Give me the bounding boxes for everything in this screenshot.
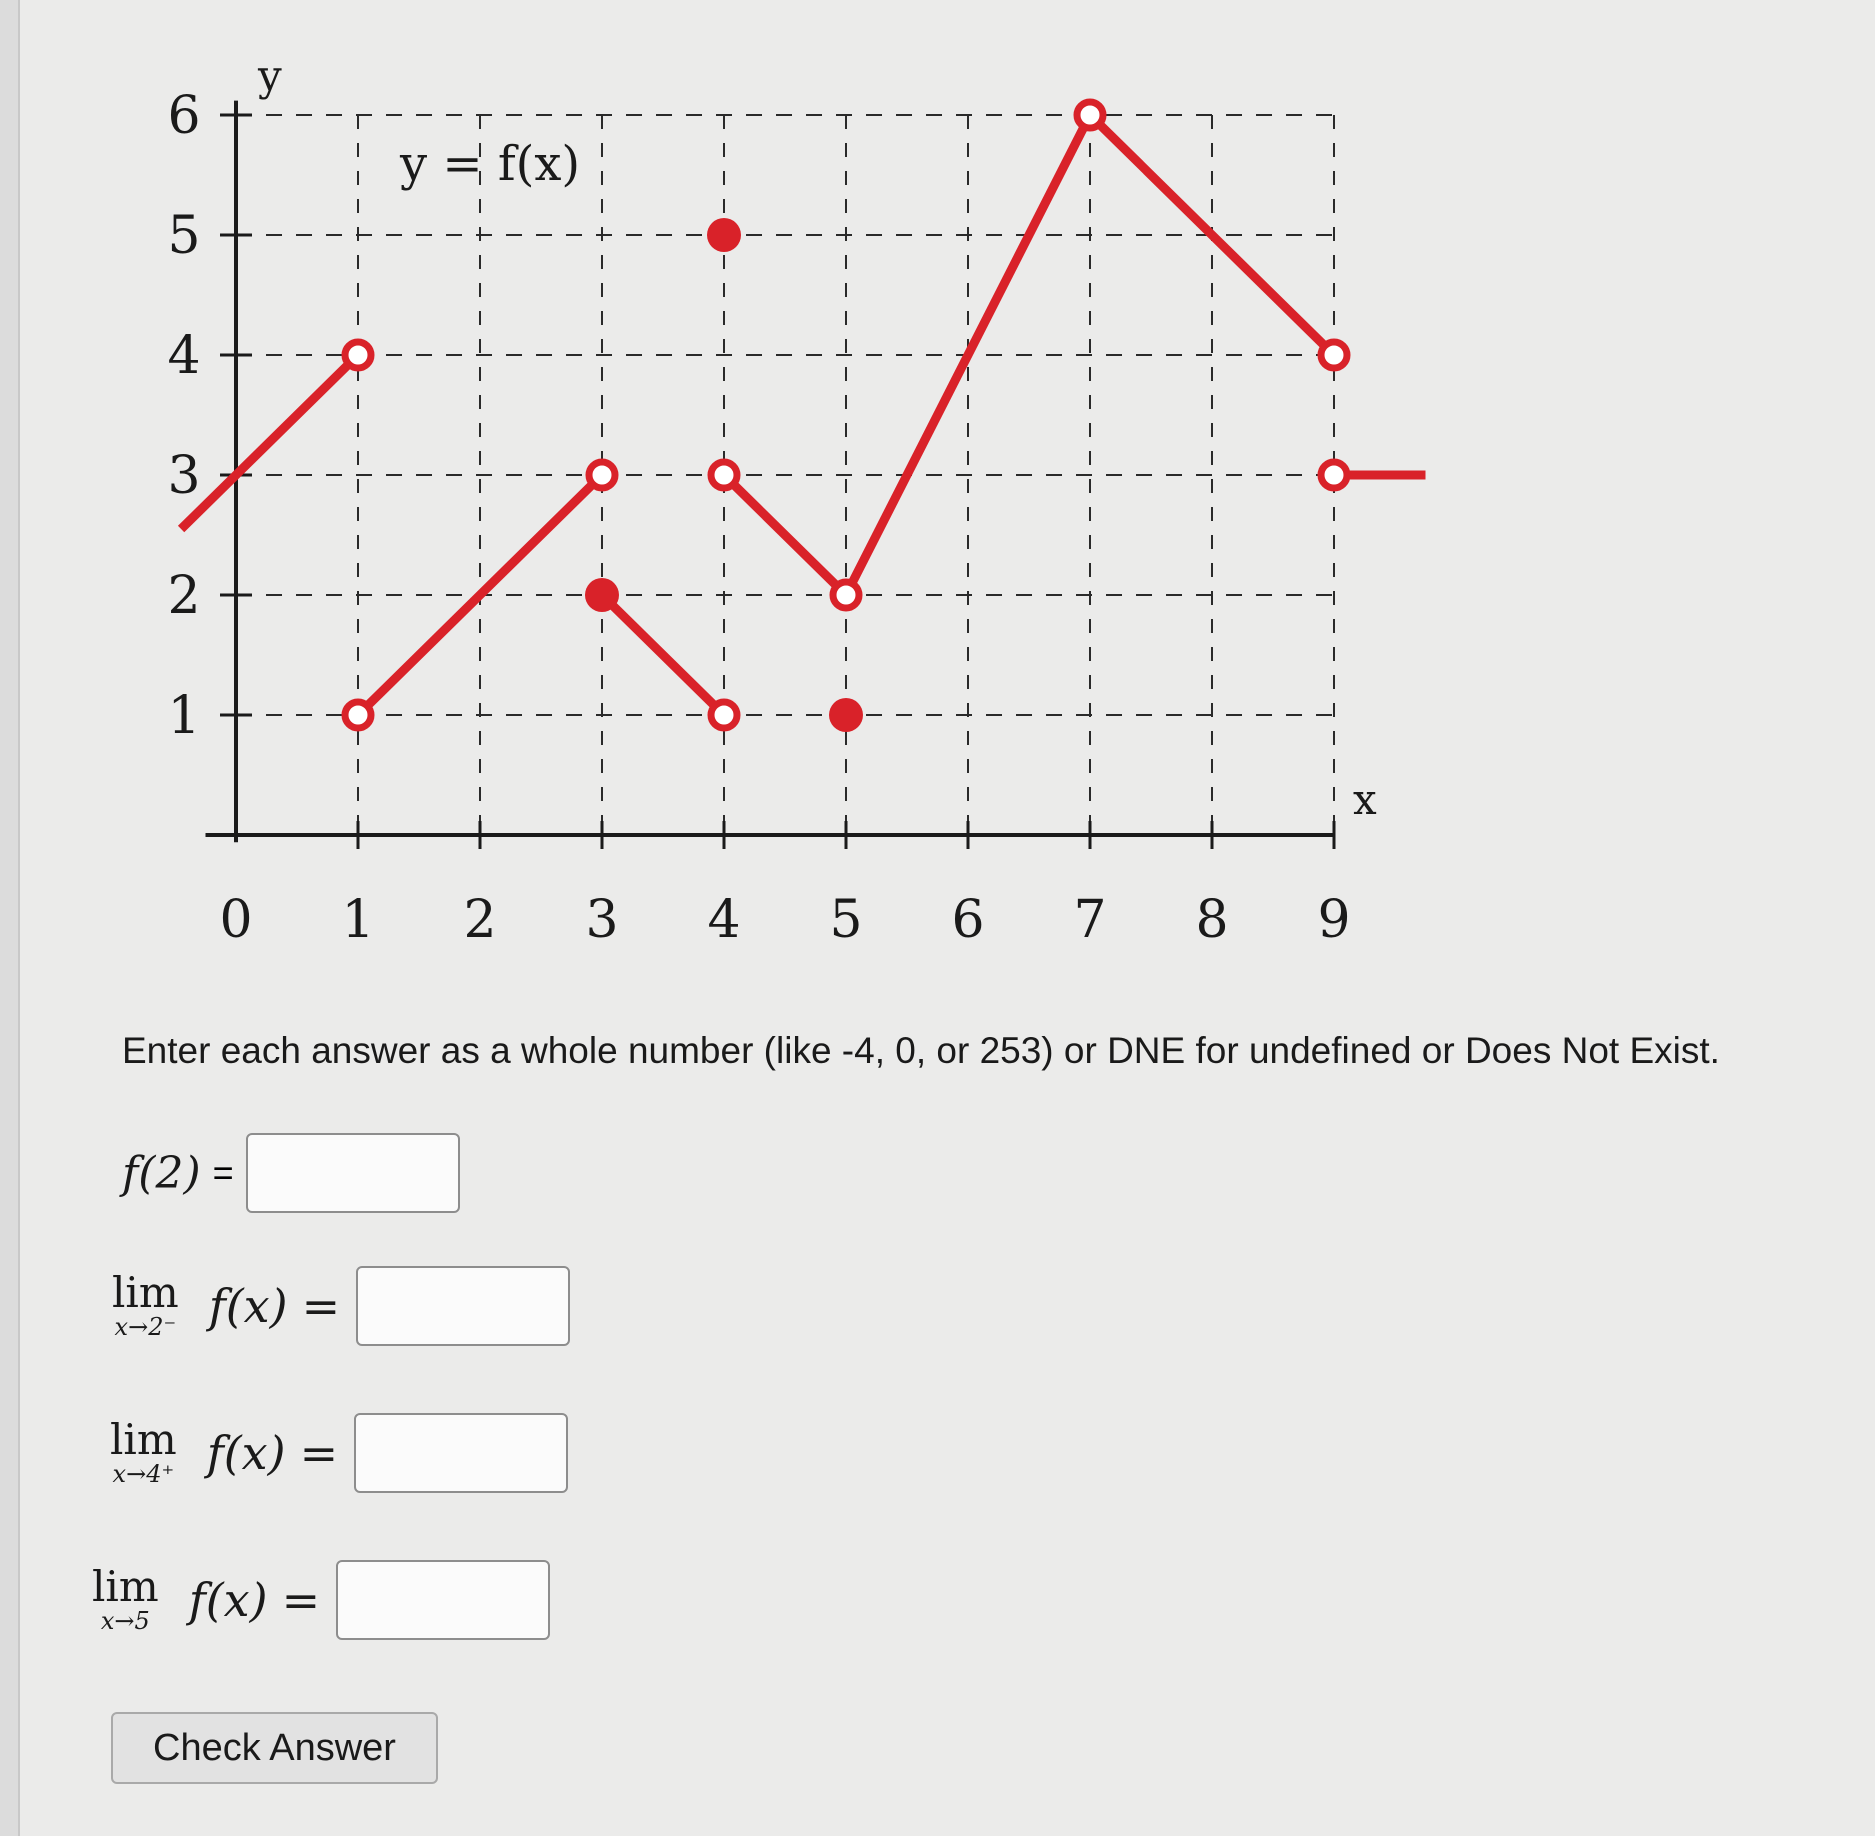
- y-tick-label: 5: [167, 206, 201, 266]
- limit-function: f(x): [188, 1573, 268, 1627]
- graph-title: y = f(x): [400, 136, 581, 192]
- question-limit-2-minus: [112, 1266, 570, 1346]
- open-point: [833, 582, 859, 608]
- open-point: [1077, 102, 1103, 128]
- instructions-text: Enter each answer as a whole number (like -4, 0, or 253) or DNE for undefined or Does Not Exist.: [122, 1030, 1720, 1071]
- x-tick-label: 0: [219, 890, 253, 950]
- axes: [206, 101, 1335, 843]
- page: [18, 0, 1875, 1836]
- answer-input-limit-5[interactable]: [336, 1560, 550, 1640]
- function-graph: [140, 50, 1460, 950]
- open-point: [1321, 462, 1347, 488]
- open-point: [345, 702, 371, 728]
- limit-word: lim: [92, 1562, 159, 1611]
- function-points: [345, 102, 1347, 732]
- open-point: [345, 342, 371, 368]
- limit-2-minus: [112, 1268, 179, 1341]
- check-answer-button[interactable]: Check Answer: [111, 1712, 438, 1784]
- answer-input-f-of-2[interactable]: [246, 1133, 460, 1213]
- curve-segment: [181, 355, 358, 529]
- closed-point: [585, 578, 619, 612]
- limit-word: lim: [112, 1268, 179, 1317]
- answer-input-limit-2-minus[interactable]: [356, 1266, 570, 1346]
- x-axis-label: x: [1353, 775, 1377, 824]
- curve-segment: [724, 475, 846, 595]
- y-tick-label: 6: [167, 86, 201, 146]
- question-1-equals: =: [212, 1152, 234, 1193]
- curve-segment: [602, 595, 724, 715]
- open-point: [711, 702, 737, 728]
- y-tick-label: 2: [167, 566, 201, 626]
- limit-approach: x→2⁻: [114, 1313, 177, 1341]
- x-tick-label: 6: [951, 890, 985, 950]
- question-limit-5: [92, 1560, 550, 1640]
- tick-labels: [167, 86, 1350, 950]
- x-tick-label: 9: [1317, 890, 1351, 950]
- x-tick-label: 2: [463, 890, 497, 950]
- limit-word: lim: [110, 1415, 177, 1464]
- open-point: [1321, 342, 1347, 368]
- y-axis-label: y: [258, 51, 282, 100]
- limit-4-plus: [110, 1415, 177, 1488]
- closed-point: [829, 698, 863, 732]
- x-tick-label: 4: [707, 890, 741, 950]
- closed-point: [707, 218, 741, 252]
- function-curve: [181, 115, 1425, 715]
- x-tick-label: 7: [1073, 890, 1107, 950]
- x-tick-label: 5: [829, 890, 863, 950]
- axis-ticks: [220, 115, 1334, 849]
- limit-equals: =: [301, 1279, 341, 1333]
- question-limit-4-plus: [110, 1413, 568, 1493]
- answer-input-limit-4-plus[interactable]: [354, 1413, 568, 1493]
- limit-approach: x→5: [100, 1607, 150, 1635]
- x-tick-label: 8: [1195, 890, 1229, 950]
- limit-function: f(x): [206, 1426, 286, 1480]
- question-f-of-2: [122, 1133, 460, 1213]
- limit-5: [92, 1562, 159, 1635]
- limit-equals: =: [299, 1426, 339, 1480]
- x-tick-label: 3: [585, 890, 619, 950]
- x-tick-label: 1: [341, 890, 375, 950]
- question-1-label: f(2): [122, 1147, 201, 1199]
- open-point: [711, 462, 737, 488]
- limit-equals: =: [281, 1573, 321, 1627]
- y-tick-label: 1: [167, 686, 201, 746]
- limit-function: f(x): [208, 1279, 288, 1333]
- y-tick-label: 3: [167, 446, 201, 506]
- open-point: [589, 462, 615, 488]
- grid-lines: [236, 115, 1334, 835]
- y-tick-label: 4: [167, 326, 201, 386]
- limit-approach: x→4⁺: [112, 1460, 175, 1488]
